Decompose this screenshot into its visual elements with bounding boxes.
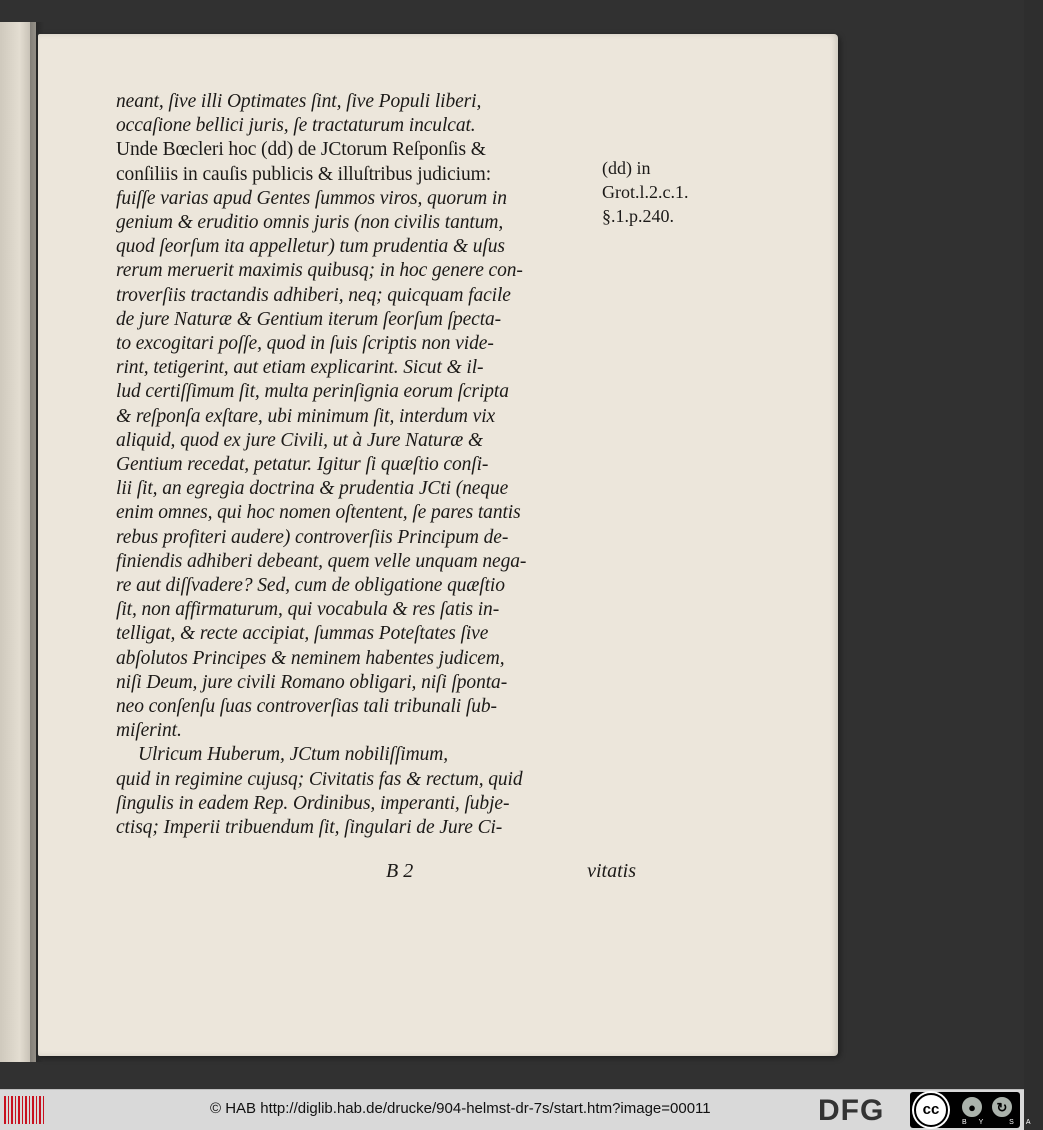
text-line: quid in regimine cujusq; Civitatis fas & rectum, quid <box>116 768 523 790</box>
text-line: & reſponſa exſtare, ubi minimum ſit, interdum vix <box>116 405 496 427</box>
text-line: ſingulis in eadem Rep. Ordinibus, imperanti, ſubje- <box>116 792 510 814</box>
barcode-icon <box>4 1096 46 1124</box>
dfg-logo: DFG <box>818 1094 885 1127</box>
margin-note-line: §.1.p.240. <box>602 206 674 226</box>
margin-note <box>602 156 712 228</box>
viewer-footer <box>0 1089 1043 1130</box>
text-line: fuiſſe varias apud Gentes ſummos viros, quorum in <box>116 187 507 209</box>
text-line: aliquid, quod ex jure Civili, ut à Jure Naturæ & <box>116 429 483 451</box>
text-line: niſi Deum, jure civili Romano obligari, niſi ſponta- <box>116 671 508 693</box>
by-attribution-icon: ● <box>960 1095 984 1119</box>
text-line: to excogitari poſſe, quod in ſuis ſcriptis non vide- <box>116 333 494 355</box>
text-line: ctisq; Imperii tribuendum ſit, ſingulari de Jure Ci- <box>116 817 503 839</box>
text-line: rint, tetigerint, aut etiam explicarint. Sicut & il- <box>116 357 484 379</box>
copyright-link[interactable]: © HAB http://diglib.hab.de/drucke/904-helmst-dr-7s/start.htm?image=00011 <box>210 1100 711 1117</box>
text-line: telligat, & recte accipiat, ſummas Poteſtates ſive <box>116 623 489 645</box>
text-line: Unde Bœcleri hoc (dd) de JCtorum Reſponſis & <box>116 139 486 161</box>
text-line: quod ſeorſum ita appelletur) tum prudentia & uſus <box>116 236 505 258</box>
license-sa-label: SA <box>1009 1119 1043 1126</box>
text-line: genium & eruditio omnis juris (non civilis tantum, <box>116 212 504 234</box>
text-line: re aut diſſvadere? Sed, cum de obligatione quæſtio <box>116 575 505 597</box>
book-page <box>38 34 838 1056</box>
catchword: vitatis <box>587 860 636 882</box>
text-line: occaſione bellici juris, ſe tractaturum inculcat. <box>116 115 476 137</box>
license-by-label: BY <box>962 1119 996 1126</box>
cc-icon: cc <box>914 1093 948 1127</box>
text-line: ſit, non affirmaturum, qui vocabula & res ſatis in- <box>116 599 500 621</box>
text-line: conſiliis in cauſis publicis & illuſtribus judicium: <box>116 163 492 185</box>
text-line: miſerint. <box>116 720 182 742</box>
page-footer-line <box>116 860 636 886</box>
text-line: neo conſenſu ſuas controverſias tali tribunali ſub- <box>116 696 497 718</box>
text-line: Gentium recedat, petatur. Igitur ſi quæſtio conſi- <box>116 454 489 476</box>
text-line: lii ſit, an egregia doctrina & prudentia JCti (neque <box>116 478 509 500</box>
margin-note-line: Grot.l.2.c.1. <box>602 182 689 202</box>
text-line: troverſiis tractandis adhiberi, neq; quicquam facile <box>116 284 511 306</box>
text-line: rerum meruerit maximis quibusq; in hoc genere con- <box>116 260 523 282</box>
margin-note-line: (dd) in <box>602 158 651 178</box>
license-labels <box>962 1119 1043 1126</box>
text-line: neant, ſive illi Optimates ſint, ſive Populi liberi, <box>116 91 482 112</box>
text-line: enim omnes, qui hoc nomen oſtentent, ſe pares tantis <box>116 502 521 524</box>
text-line: rebus profiteri audere) controverſiis Principum de- <box>116 526 509 548</box>
text-line: lud certiſſimum ſit, multa perinſignia eorum ſcripta <box>116 381 509 403</box>
text-line: abſolutos Principes & neminem habentes judicem, <box>116 647 505 669</box>
cc-by-sa-icon[interactable] <box>910 1092 1043 1128</box>
body-text <box>116 90 636 840</box>
signature-mark: B 2 <box>386 860 414 882</box>
text-line: de jure Naturæ & Gentium iterum ſeorſum ſpecta- <box>116 308 502 330</box>
text-line: Ulricum Huberum, JCtum nobiliſſimum, <box>138 744 449 766</box>
text-line: finiendis adhiberi debeant, quem velle unquam nega- <box>116 550 527 572</box>
share-alike-icon: ↻ <box>990 1095 1014 1119</box>
